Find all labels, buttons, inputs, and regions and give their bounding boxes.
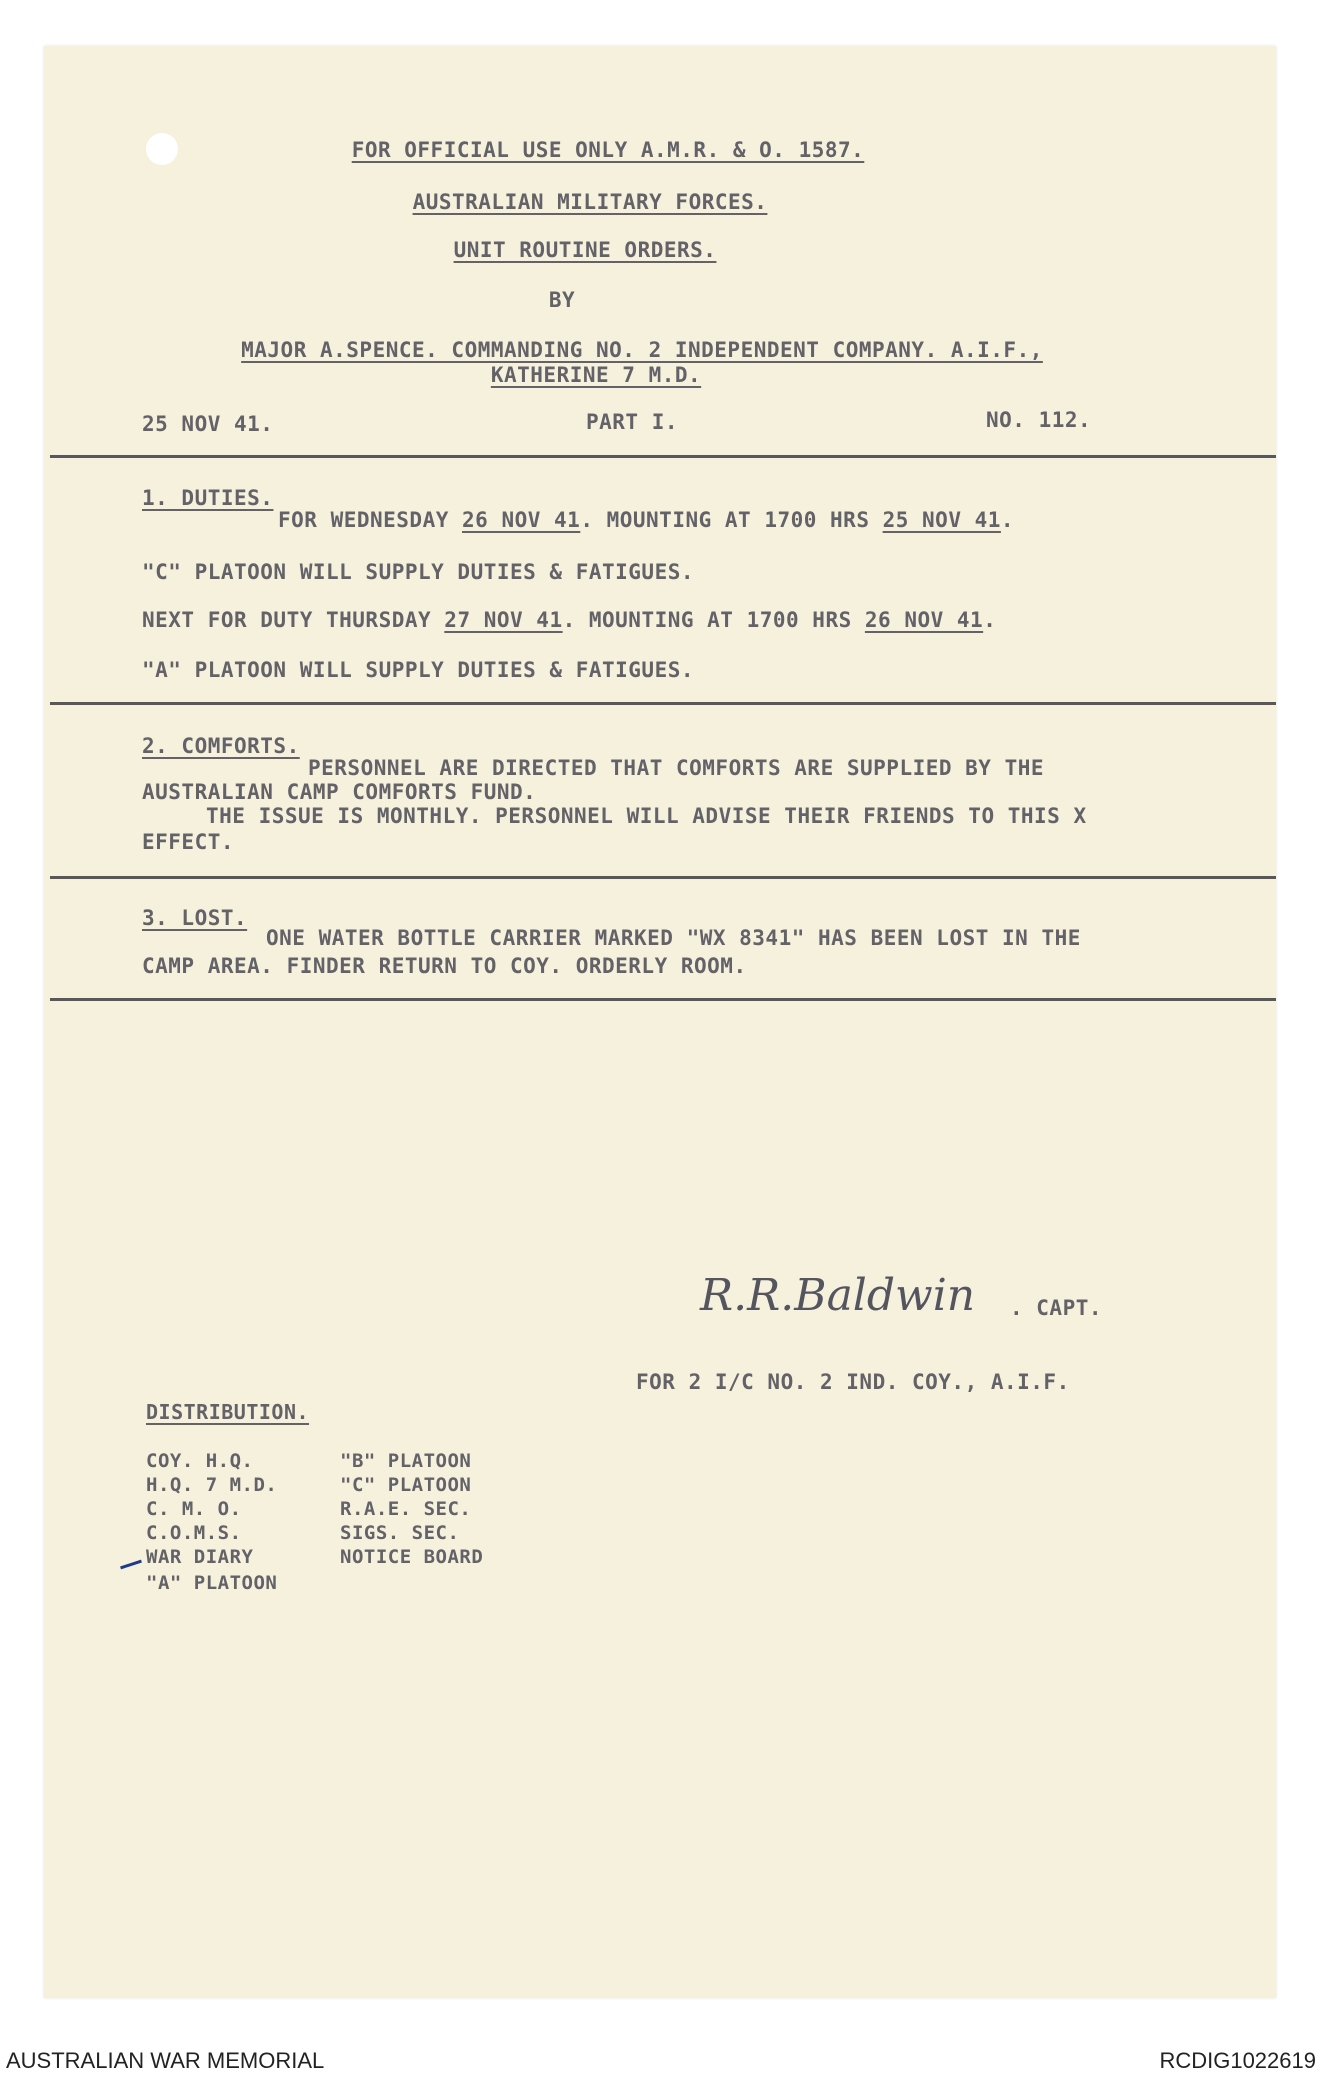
duties-line-2: "C" PLATOON WILL SUPPLY DUTIES & FATIGUES. (142, 560, 695, 584)
distribution-item: SIGS. SEC. (340, 1522, 460, 1544)
distribution-item: "A" PLATOON (146, 1572, 278, 1594)
footer-source: AUSTRALIAN WAR MEMORIAL (6, 2048, 325, 2073)
distribution-item: WAR DIARY (146, 1546, 254, 1568)
duties-line-3: NEXT FOR DUTY THURSDAY 27 NOV 41. MOUNTING AT 1700 HRS 26 NOV 41. (142, 608, 997, 632)
comforts-line-3: THE ISSUE IS MONTHLY. PERSONNEL WILL ADVISE THEIR FRIENDS TO THIS X (206, 804, 1087, 828)
official-use-line: FOR OFFICIAL USE ONLY A.M.R. & O. 1587. (351, 138, 865, 162)
routine-orders-title: UNIT ROUTINE ORDERS. (453, 238, 717, 262)
signature: R.R.Baldwin (700, 1270, 976, 1321)
distribution-item: NOTICE BOARD (340, 1546, 484, 1568)
duties-line-1: FOR WEDNESDAY 26 NOV 41. MOUNTING AT 1700 HRS 25 NOV 41. (278, 508, 1015, 532)
signatory-for-line: FOR 2 I/C NO. 2 IND. COY., A.I.F. (636, 1370, 1070, 1394)
comforts-heading: 2. COMFORTS. (142, 734, 300, 758)
duties-line-4: "A" PLATOON WILL SUPPLY DUTIES & FATIGUES. (142, 658, 695, 682)
distribution-item: "C" PLATOON (340, 1474, 472, 1496)
comforts-line-4: EFFECT. (142, 830, 235, 854)
by-line: BY (548, 288, 576, 312)
lost-line-1: ONE WATER BOTTLE CARRIER MARKED "WX 8341" HAS BEEN LOST IN THE (266, 926, 1081, 950)
distribution-heading: DISTRIBUTION. (146, 1400, 310, 1424)
lost-line-2: CAMP AREA. FINDER RETURN TO COY. ORDERLY ROOM. (142, 954, 747, 978)
order-number: NO. 112. (986, 408, 1092, 432)
location-line: KATHERINE 7 M.D. (490, 363, 702, 387)
footer-reference: RCDIG1022619 (1159, 2048, 1316, 2073)
military-forces-line: AUSTRALIAN MILITARY FORCES. (412, 190, 768, 214)
distribution-item: H.Q. 7 M.D. (146, 1474, 278, 1496)
duties-heading: 1. DUTIES. (142, 486, 274, 510)
distribution-item: C.O.M.S. (146, 1522, 242, 1544)
part-label: PART I. (586, 410, 679, 434)
divider-rule (50, 702, 1276, 705)
commanding-officer-line: MAJOR A.SPENCE. COMMANDING NO. 2 INDEPENDENT COMPANY. A.I.F., (241, 338, 1043, 362)
signatory-rank: . CAPT. (1010, 1296, 1103, 1320)
comforts-line-2: AUSTRALIAN CAMP COMFORTS FUND. (142, 780, 537, 804)
comforts-line-1: PERSONNEL ARE DIRECTED THAT COMFORTS ARE SUPPLIED BY THE (308, 756, 1045, 780)
distribution-item: COY. H.Q. (146, 1450, 254, 1472)
lost-heading: 3. LOST. (142, 906, 248, 930)
distribution-item: "B" PLATOON (340, 1450, 472, 1472)
punch-hole (146, 133, 178, 165)
divider-rule (50, 455, 1276, 458)
distribution-item: R.A.E. SEC. (340, 1498, 472, 1520)
divider-rule (50, 876, 1276, 879)
order-date: 25 NOV 41. (142, 412, 274, 436)
divider-rule (50, 998, 1276, 1001)
distribution-item: C. M. O. (146, 1498, 242, 1520)
